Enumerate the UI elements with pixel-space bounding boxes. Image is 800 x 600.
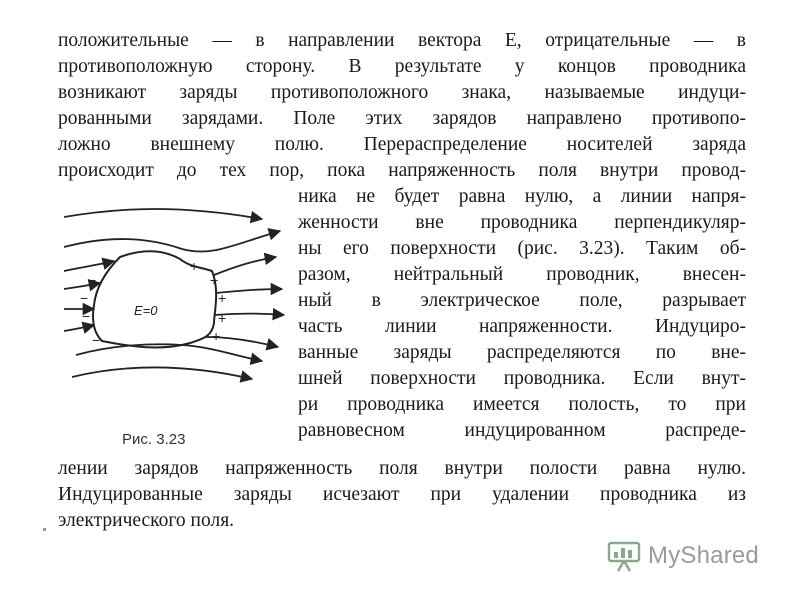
presentation-board-icon: [606, 538, 642, 574]
watermark-text: MyShared: [648, 542, 759, 569]
column-line-1: ника не будет равна нулю, а линии напря-: [298, 186, 746, 207]
text-line-3: возникают заряды противоположного знака, называемые индуци-: [58, 82, 746, 103]
text-line-1: положительные — в направлении вектора E, отрицательные — в: [58, 30, 746, 51]
negative-charge-sign: −: [82, 308, 91, 324]
text-line-5: ложно внешнему полю. Перераспределение носителей заряда: [58, 134, 746, 155]
column-line-6: часть линии напряженности. Индуциро-: [298, 316, 746, 337]
positive-charge-sign: +: [190, 258, 199, 274]
text-line-2: противоположную сторону. В результате у концов проводника: [58, 56, 746, 77]
field-line-6: [64, 325, 94, 331]
column-line-4: разом, нейтральный проводник, внесен-: [298, 264, 746, 285]
text-line-4: рованными зарядами. Поле этих зарядов направлено противопо-: [58, 108, 746, 129]
positive-charge-sign: +: [218, 310, 227, 326]
scan-speck: [43, 528, 46, 531]
inside-field-label: E=0: [134, 303, 158, 318]
negative-charge-sign: −: [102, 256, 111, 272]
column-line-2: женности вне проводника перпендикуляр-: [298, 212, 746, 233]
watermark: [606, 538, 759, 574]
negative-charge-sign: −: [92, 332, 101, 348]
field-line-2: [64, 231, 280, 252]
positive-charge-sign: +: [212, 328, 221, 344]
field-line-7: [214, 257, 276, 275]
negative-charge-sign: −: [88, 272, 97, 288]
field-line-bottom: [72, 368, 252, 380]
column-line-8: шней поверхности проводника. Если внут-: [298, 368, 746, 389]
bottom-line-3: электрического поля.: [58, 510, 235, 531]
positive-charge-sign: +: [218, 290, 227, 306]
column-line-7: ванные заряды распределяются по вне-: [298, 342, 746, 363]
bottom-line-1: лении зарядов напряженность поля внутри полости равна нулю.: [58, 458, 746, 479]
text-line-6: происходит до тех пор, пока напряженность поля внутри провод-: [58, 160, 746, 181]
bottom-line-2: Индуцированные заряды исчезают при удалении проводника из: [58, 484, 746, 505]
column-line-9: ри проводника имеется полость, то при: [298, 394, 746, 415]
conductor-field-figure: [62, 205, 294, 385]
negative-charge-sign: −: [80, 290, 89, 306]
column-line-5: ный в электрическое поле, разрывает: [298, 290, 746, 311]
field-line-top: [64, 209, 262, 219]
figure-caption: Рис. 3.23: [122, 431, 186, 448]
column-line-3: ны его поверхности (рис. 3.23). Таким об-: [298, 238, 746, 259]
column-line-10: равновесном индуцированном распреде-: [298, 420, 746, 441]
positive-charge-sign: +: [210, 272, 219, 288]
